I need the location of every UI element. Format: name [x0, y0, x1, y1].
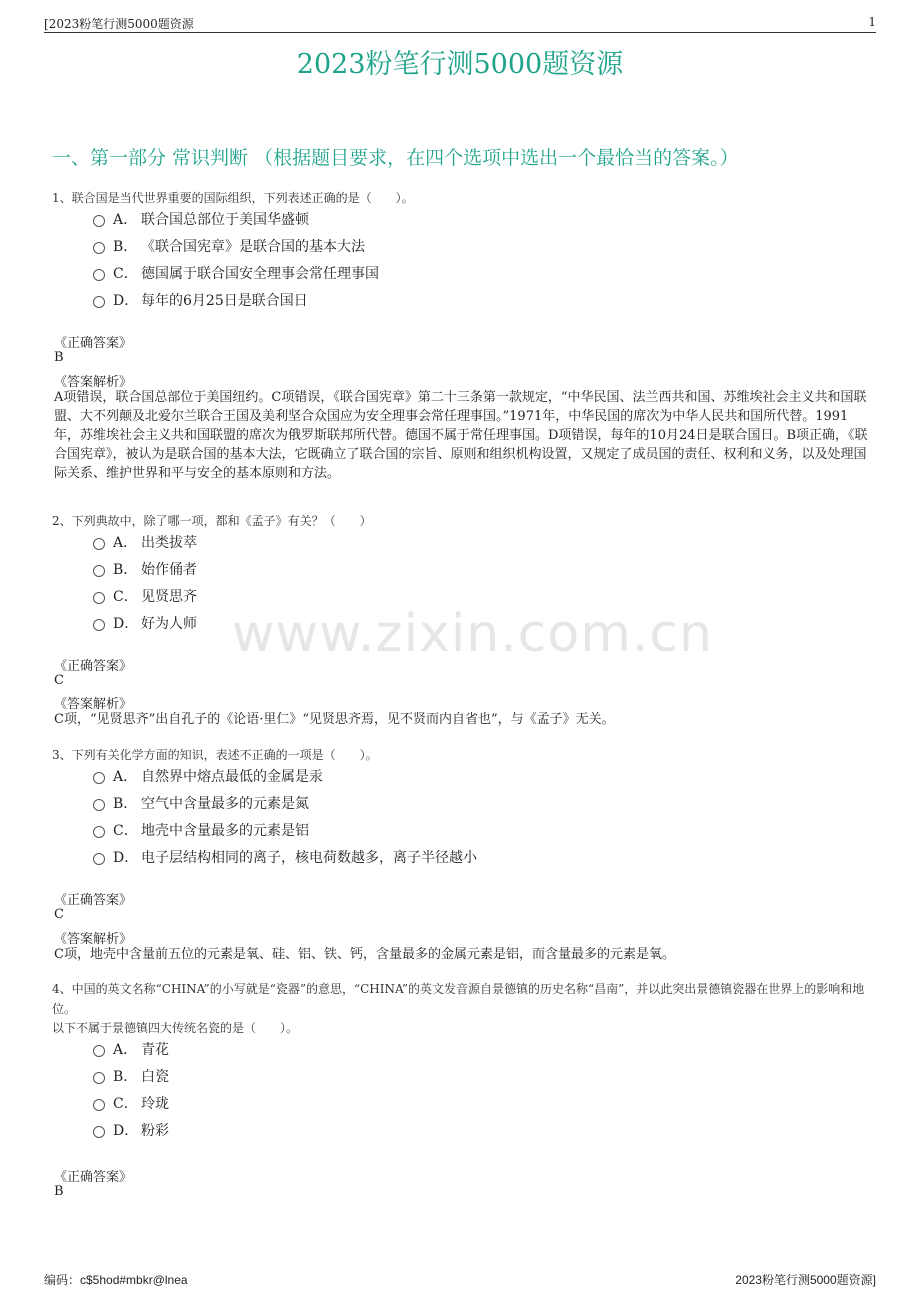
radio-icon[interactable] [93, 215, 105, 227]
question-1-answer: B [54, 350, 64, 365]
question-2-option-c[interactable]: C． 见贤思齐 [93, 586, 197, 606]
header-doc-title: [2023粉笔行测5000题资源 [44, 17, 194, 31]
explanation-label: 《答案解析》 [54, 932, 133, 947]
answer-label: 《正确答案》 [54, 336, 133, 351]
radio-icon[interactable] [93, 1045, 105, 1057]
footer-doc-title: 2023粉笔行测5000题资源] [735, 1273, 876, 1287]
document-title: 2023粉笔行测5000题资源 [296, 49, 624, 80]
question-1-explanation: A项错误，联合国总部位于美国纽约。C项错误，《联合国宪章》第二十三条第一款规定，“中华民国、法兰西共和国、苏维埃社会主义共和国联盟、大不列颠及北爱尔兰联合王国及美利坚合众国应为安全理事会常任理事国。”1971年，中华民国的席次为中华人民共和国所代替。1991年，苏维埃社会主义共和国联盟的席次为俄罗斯联邦所代替。德国不属于常任理事国。D项错误，每年的10月24日是联合国日。B项正确，《联合国宪章》，被认为是联合国的基本大法，它既确立了联合国的宗旨、原则和组织机构设置，又规定了成员国的责任、权利和义务，以及处理国际关系、维护世界和平与安全的基本原则和方法。 [54, 390, 868, 481]
question-3-stem: 3、下列有关化学方面的知识，表述不正确的一项是（ ）。 [52, 748, 378, 762]
footer-code: 编码：c$5hod#mbkr@lnea [44, 1273, 188, 1287]
question-1-stem: 1、联合国是当代世界重要的国际组织，下列表述正确的是（ ）。 [52, 191, 414, 205]
radio-icon[interactable] [93, 296, 105, 308]
radio-icon[interactable] [93, 619, 105, 631]
question-3-option-d[interactable]: D． 电子层结构相同的离子，核电荷数越多，离子半径越小 [93, 847, 477, 867]
question-2-option-b[interactable]: B． 始作俑者 [93, 559, 197, 579]
answer-label: 《正确答案》 [54, 1170, 133, 1185]
question-1-option-a[interactable]: A． 联合国总部位于美国华盛顿 [93, 209, 309, 229]
question-3-answer: C [54, 907, 64, 922]
question-4-answer: B [54, 1184, 64, 1199]
radio-icon[interactable] [93, 799, 105, 811]
radio-icon[interactable] [93, 1126, 105, 1138]
question-4-stem: 4、中国的英文名称“CHINA”的小写就是“瓷器”的意思，“CHINA”的英文发音源自景德镇的历史名称“昌南”，并以此突出景德镇瓷器在世界上的影响和地位。 [52, 982, 865, 1016]
radio-icon[interactable] [93, 538, 105, 550]
radio-icon[interactable] [93, 853, 105, 865]
answer-label: 《正确答案》 [54, 659, 133, 674]
question-3-explanation: C项，地壳中含量前五位的元素是氧、硅、铝、铁、钙，含量最多的金属元素是铝，而含量最多的元素是氧。 [54, 947, 675, 962]
page-header [44, 12, 876, 33]
question-1-option-c[interactable]: C． 德国属于联合国安全理事会常任理事国 [93, 263, 379, 283]
question-2-explanation: C项，“见贤思齐”出自孔子的《论语·里仁》“见贤思齐焉，见不贤而内自省也”，与《孟子》无关。 [54, 712, 615, 727]
question-2-option-d[interactable]: D． 好为人师 [93, 613, 197, 633]
question-3-option-c[interactable]: C． 地壳中含量最多的元素是铝 [93, 820, 309, 840]
question-4-option-c[interactable]: C． 玲珑 [93, 1093, 169, 1113]
question-4-stem-continuation: 以下不属于景德镇四大传统名瓷的是（ ）。 [52, 1021, 299, 1035]
question-4-option-b[interactable]: B． 白瓷 [93, 1066, 169, 1086]
question-3-option-a[interactable]: A． 自然界中熔点最低的金属是汞 [93, 766, 323, 786]
answer-label: 《正确答案》 [54, 893, 133, 908]
radio-icon[interactable] [93, 242, 105, 254]
question-1-option-b[interactable]: B． 《联合国宪章》是联合国的基本大法 [93, 236, 365, 256]
radio-icon[interactable] [93, 269, 105, 281]
explanation-label: 《答案解析》 [54, 697, 133, 712]
explanation-label: 《答案解析》 [54, 375, 133, 390]
radio-icon[interactable] [93, 826, 105, 838]
header-page-number: 1 [868, 15, 876, 29]
radio-icon[interactable] [93, 1072, 105, 1084]
question-2-answer: C [54, 673, 64, 688]
radio-icon[interactable] [93, 592, 105, 604]
question-4-option-a[interactable]: A． 青花 [93, 1039, 169, 1059]
radio-icon[interactable] [93, 772, 105, 784]
question-4-option-d[interactable]: D． 粉彩 [93, 1120, 169, 1140]
question-2-stem: 2、下列典故中，除了哪一项，都和《孟子》有关？（ ） [52, 514, 372, 528]
watermark: www.zixin.com.cn [232, 604, 713, 664]
question-1-option-d[interactable]: D． 每年的6月25日是联合国日 [93, 290, 308, 310]
question-2-option-a[interactable]: A． 出类拔萃 [93, 532, 197, 552]
question-3-option-b[interactable]: B． 空气中含量最多的元素是氮 [93, 793, 309, 813]
section-heading: 一、第一部分 常识判断 （根据题目要求，在四个选项中选出一个最恰当的答案。） [52, 147, 739, 169]
radio-icon[interactable] [93, 565, 105, 577]
radio-icon[interactable] [93, 1099, 105, 1111]
